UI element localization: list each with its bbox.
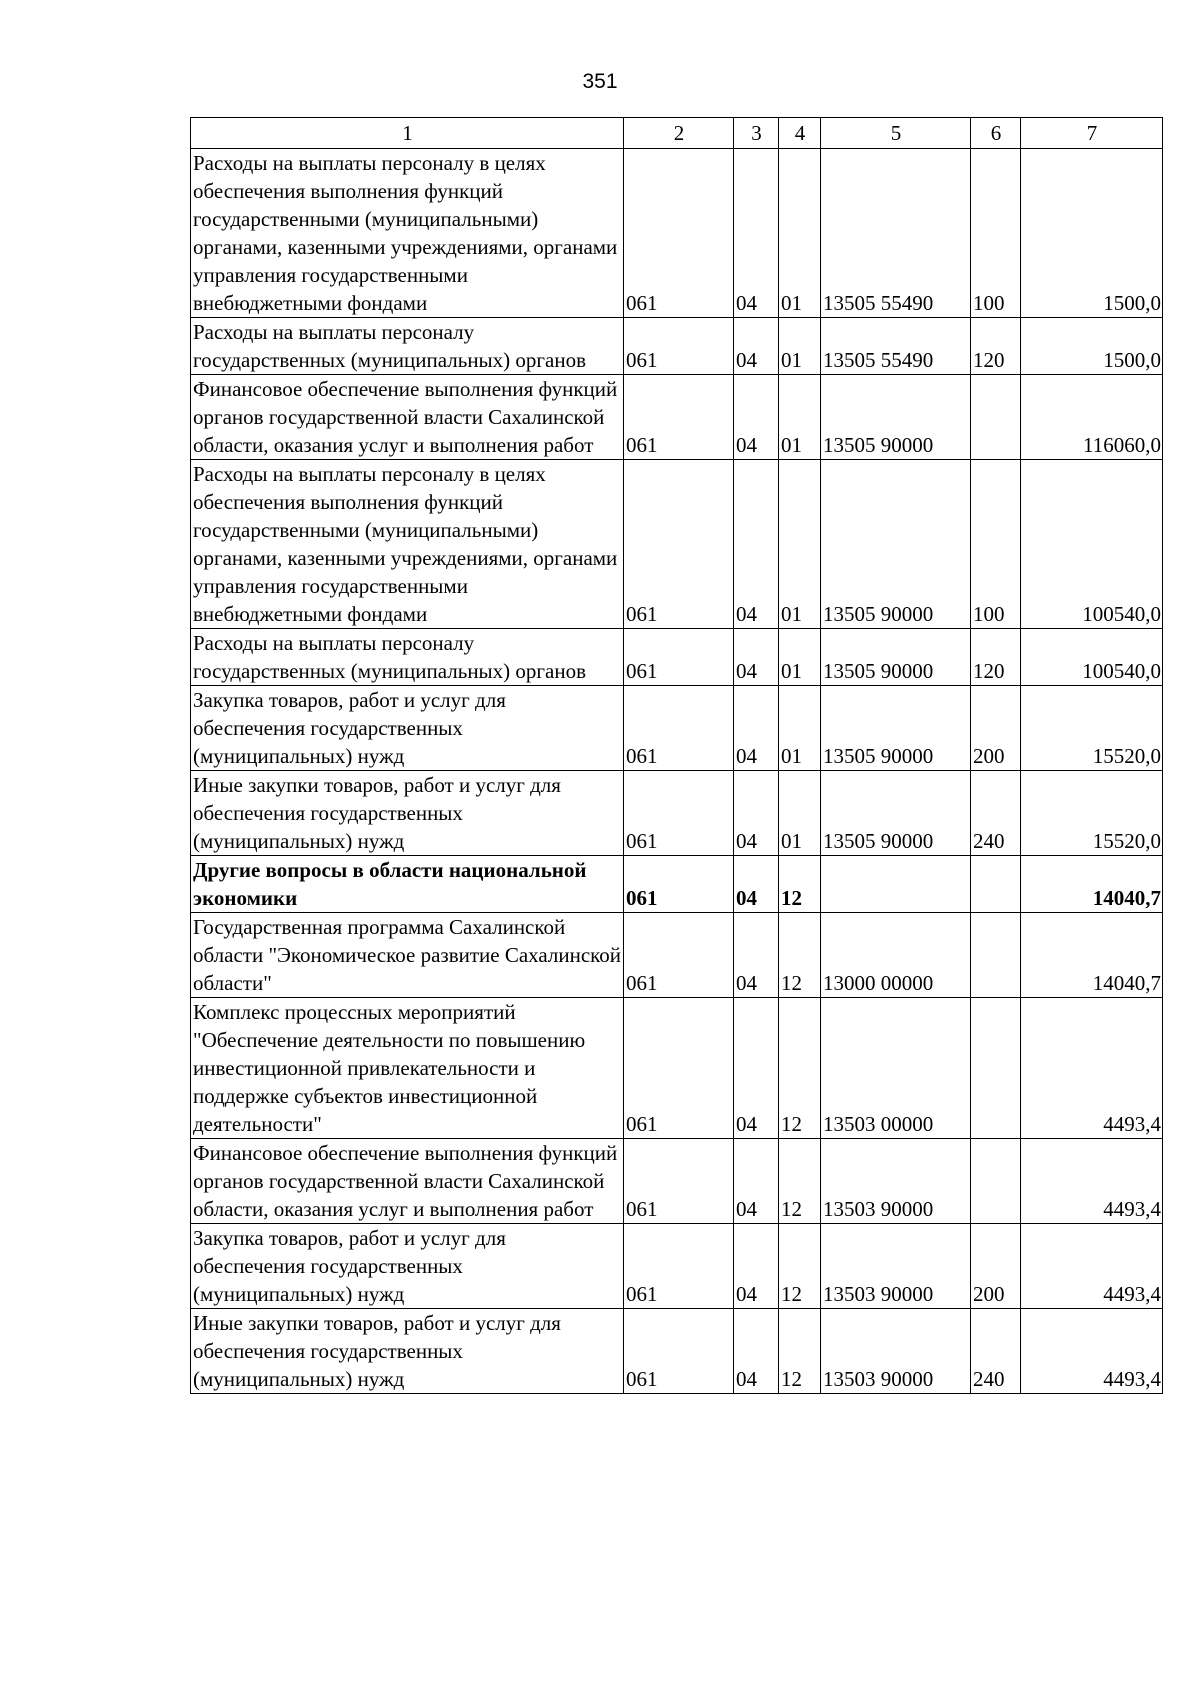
row-sum: 15520,0 bbox=[1021, 771, 1163, 856]
row-vr bbox=[971, 998, 1021, 1139]
header-col-6: 6 bbox=[971, 118, 1021, 149]
row-ved: 061 bbox=[624, 686, 734, 771]
row-ved: 061 bbox=[624, 460, 734, 629]
row-vr: 120 bbox=[971, 318, 1021, 375]
table-row bbox=[191, 1224, 1163, 1309]
row-ved: 061 bbox=[624, 375, 734, 460]
row-ved: 061 bbox=[624, 998, 734, 1139]
row-sum: 4493,4 bbox=[1021, 1139, 1163, 1224]
row-vr bbox=[971, 1139, 1021, 1224]
row-sum: 4493,4 bbox=[1021, 998, 1163, 1139]
row-ved: 061 bbox=[624, 318, 734, 375]
header-col-7: 7 bbox=[1021, 118, 1163, 149]
row-rz: 04 bbox=[734, 771, 779, 856]
row-sum: 4493,4 bbox=[1021, 1309, 1163, 1394]
row-csr: 13503 90000 bbox=[821, 1224, 971, 1309]
row-pr: 01 bbox=[779, 686, 821, 771]
table-row bbox=[191, 1139, 1163, 1224]
row-rz: 04 bbox=[734, 856, 779, 913]
row-sum: 4493,4 bbox=[1021, 1224, 1163, 1309]
table-row bbox=[191, 629, 1163, 686]
row-pr: 12 bbox=[779, 1309, 821, 1394]
table-row bbox=[191, 856, 1163, 913]
row-csr: 13505 90000 bbox=[821, 771, 971, 856]
row-pr: 01 bbox=[779, 771, 821, 856]
row-ved: 061 bbox=[624, 913, 734, 998]
row-pr: 12 bbox=[779, 998, 821, 1139]
row-sum: 1500,0 bbox=[1021, 318, 1163, 375]
row-name: Расходы на выплаты персоналу в целях обеспечения выполнения функций государственными (муниципальными) органами, казенными учреждениями, органами управления государственными внебюджетными фондами bbox=[191, 460, 624, 629]
budget-table bbox=[190, 117, 1163, 1394]
table-row bbox=[191, 318, 1163, 375]
row-name: Финансовое обеспечение выполнения функций органов государственной власти Сахалинской области, оказания услуг и выполнения работ bbox=[191, 375, 624, 460]
row-rz: 04 bbox=[734, 629, 779, 686]
table-row bbox=[191, 686, 1163, 771]
page-number: 351 bbox=[582, 70, 618, 93]
row-vr: 200 bbox=[971, 1224, 1021, 1309]
row-csr: 13505 90000 bbox=[821, 686, 971, 771]
header-col-4: 4 bbox=[779, 118, 821, 149]
row-csr: 13505 90000 bbox=[821, 460, 971, 629]
row-sum: 14040,7 bbox=[1021, 856, 1163, 913]
row-rz: 04 bbox=[734, 1309, 779, 1394]
row-vr: 240 bbox=[971, 771, 1021, 856]
row-rz: 04 bbox=[734, 149, 779, 318]
table-row bbox=[191, 375, 1163, 460]
row-rz: 04 bbox=[734, 1224, 779, 1309]
row-pr: 01 bbox=[779, 318, 821, 375]
row-vr: 100 bbox=[971, 149, 1021, 318]
table-row bbox=[191, 149, 1163, 318]
row-rz: 04 bbox=[734, 318, 779, 375]
table-row bbox=[191, 913, 1163, 998]
row-csr: 13000 00000 bbox=[821, 913, 971, 998]
table-body bbox=[191, 149, 1163, 1394]
row-sum: 1500,0 bbox=[1021, 149, 1163, 318]
row-vr: 120 bbox=[971, 629, 1021, 686]
row-sum: 15520,0 bbox=[1021, 686, 1163, 771]
row-rz: 04 bbox=[734, 998, 779, 1139]
row-name: Иные закупки товаров, работ и услуг для обеспечения государственных (муниципальных) нужд bbox=[191, 1309, 624, 1394]
row-name: Закупка товаров, работ и услуг для обеспечения государственных (муниципальных) нужд bbox=[191, 1224, 624, 1309]
row-csr: 13503 00000 bbox=[821, 998, 971, 1139]
row-ved: 061 bbox=[624, 856, 734, 913]
row-pr: 12 bbox=[779, 1224, 821, 1309]
row-sum: 100540,0 bbox=[1021, 629, 1163, 686]
header-col-3: 3 bbox=[734, 118, 779, 149]
row-csr: 13503 90000 bbox=[821, 1309, 971, 1394]
row-pr: 01 bbox=[779, 629, 821, 686]
row-vr: 240 bbox=[971, 1309, 1021, 1394]
table-row bbox=[191, 998, 1163, 1139]
row-pr: 12 bbox=[779, 856, 821, 913]
row-csr: 13505 55490 bbox=[821, 318, 971, 375]
row-vr: 100 bbox=[971, 460, 1021, 629]
row-name: Комплекс процессных мероприятий "Обеспечение деятельности по повышению инвестиционной привлекательности и поддержке субъектов инвестиционной деятельности" bbox=[191, 998, 624, 1139]
row-name: Финансовое обеспечение выполнения функций органов государственной власти Сахалинской области, оказания услуг и выполнения работ bbox=[191, 1139, 624, 1224]
row-ved: 061 bbox=[624, 149, 734, 318]
row-name: Другие вопросы в области национальной экономики bbox=[191, 856, 624, 913]
row-ved: 061 bbox=[624, 1309, 734, 1394]
row-ved: 061 bbox=[624, 1224, 734, 1309]
row-csr: 13503 90000 bbox=[821, 1139, 971, 1224]
table-row bbox=[191, 771, 1163, 856]
row-sum: 14040,7 bbox=[1021, 913, 1163, 998]
row-csr: 13505 90000 bbox=[821, 629, 971, 686]
row-pr: 01 bbox=[779, 460, 821, 629]
row-rz: 04 bbox=[734, 913, 779, 998]
row-pr: 01 bbox=[779, 375, 821, 460]
row-rz: 04 bbox=[734, 1139, 779, 1224]
row-sum: 116060,0 bbox=[1021, 375, 1163, 460]
row-pr: 12 bbox=[779, 1139, 821, 1224]
row-csr: 13505 55490 bbox=[821, 149, 971, 318]
row-rz: 04 bbox=[734, 686, 779, 771]
table-row bbox=[191, 1309, 1163, 1394]
row-ved: 061 bbox=[624, 771, 734, 856]
header-col-5: 5 bbox=[821, 118, 971, 149]
row-pr: 01 bbox=[779, 149, 821, 318]
table-row bbox=[191, 460, 1163, 629]
row-sum: 100540,0 bbox=[1021, 460, 1163, 629]
row-rz: 04 bbox=[734, 375, 779, 460]
row-ved: 061 bbox=[624, 1139, 734, 1224]
row-name: Расходы на выплаты персоналу в целях обеспечения выполнения функций государственными (муниципальными) органами, казенными учреждениями, органами управления государственными внебюджетными фондами bbox=[191, 149, 624, 318]
row-name: Государственная программа Сахалинской области "Экономическое развитие Сахалинской области" bbox=[191, 913, 624, 998]
row-vr: 200 bbox=[971, 686, 1021, 771]
header-row bbox=[191, 118, 1163, 149]
row-rz: 04 bbox=[734, 460, 779, 629]
header-col-2: 2 bbox=[624, 118, 734, 149]
row-vr bbox=[971, 375, 1021, 460]
row-csr bbox=[821, 856, 971, 913]
row-csr: 13505 90000 bbox=[821, 375, 971, 460]
row-name: Расходы на выплаты персоналу государственных (муниципальных) органов bbox=[191, 629, 624, 686]
row-name: Иные закупки товаров, работ и услуг для обеспечения государственных (муниципальных) нужд bbox=[191, 771, 624, 856]
row-pr: 12 bbox=[779, 913, 821, 998]
row-vr bbox=[971, 856, 1021, 913]
row-name: Закупка товаров, работ и услуг для обеспечения государственных (муниципальных) нужд bbox=[191, 686, 624, 771]
row-vr bbox=[971, 913, 1021, 998]
row-name: Расходы на выплаты персоналу государственных (муниципальных) органов bbox=[191, 318, 624, 375]
row-ved: 061 bbox=[624, 629, 734, 686]
header-col-1: 1 bbox=[191, 118, 624, 149]
